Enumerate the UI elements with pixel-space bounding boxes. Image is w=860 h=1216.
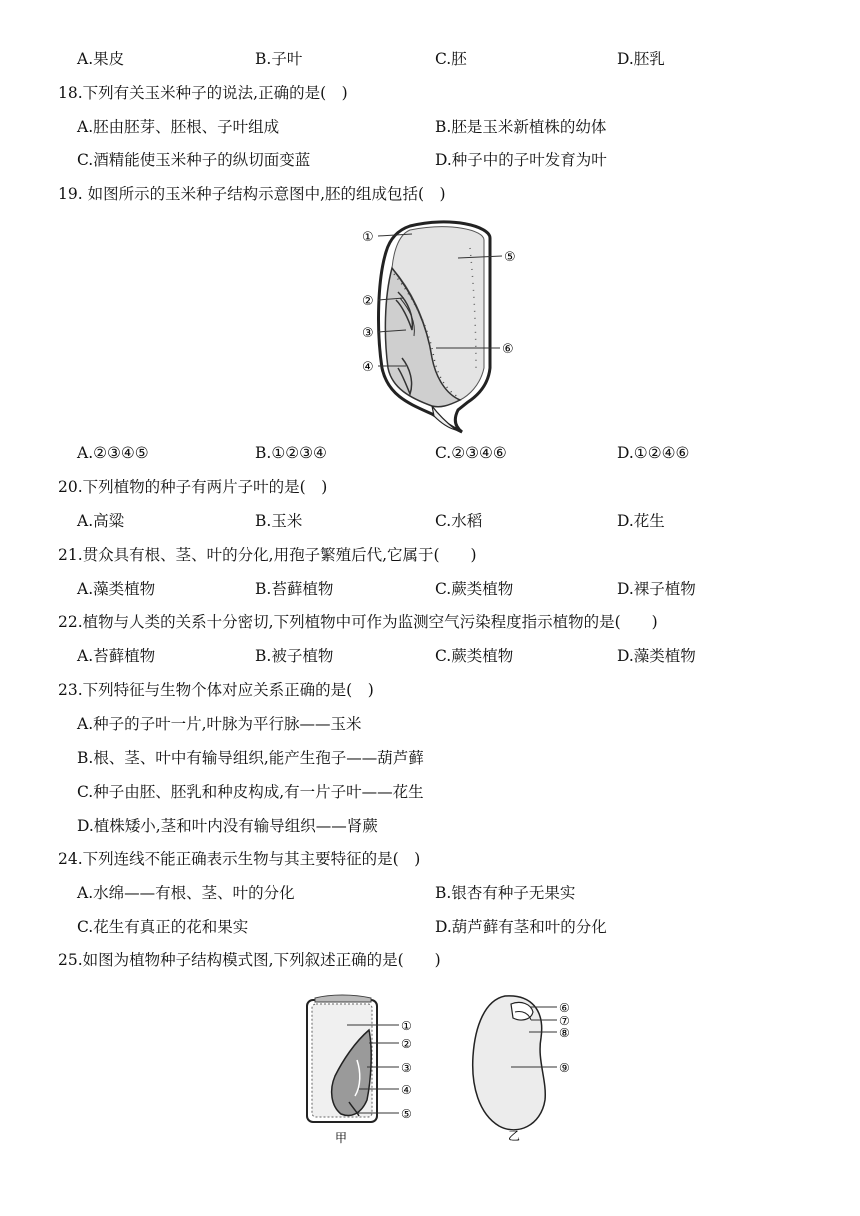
jia-label-3: ③ [401,1061,412,1075]
q18-option-c: C.酒精能使玉米种子的纵切面变蓝 [77,151,311,169]
jia-caption: 甲 [335,1131,348,1145]
jia-label-1: ① [401,1019,412,1033]
q19-option-a: A.②③④⑤ [77,444,149,462]
q24-stem: 24.下列连线不能正确表示生物与其主要特征的是( ) [58,850,421,868]
yi-label-7: ⑦ [559,1014,570,1028]
q25-stem: 25.如图为植物种子结构模式图,下列叙述正确的是( ) [58,951,441,969]
q17-option-b: B.子叶 [255,50,303,68]
corn-label-6: ⑥ [502,342,514,357]
jia-label-4: ④ [401,1083,412,1097]
q19-option-c: C.②③④⑥ [435,444,507,462]
q23-option-b: B.根、茎、叶中有输导组织,能产生孢子——葫芦藓 [77,749,424,767]
q22-option-d: D.藻类植物 [617,647,696,665]
jia-label-5: ⑤ [401,1107,412,1121]
q18-stem: 18.下列有关玉米种子的说法,正确的是( ) [58,84,348,102]
q18-option-b: B.胚是玉米新植株的幼体 [435,118,607,136]
q17-option-d: D.胚乳 [617,50,665,68]
q24-option-d: D.葫芦藓有茎和叶的分化 [435,918,607,936]
q22-option-a: A.苔藓植物 [77,647,156,665]
q18-option-a: A.胚由胚芽、胚根、子叶组成 [77,118,280,136]
yi-label-8: ⑧ [559,1026,570,1040]
seed-yi [473,996,570,1143]
seed-jia [307,995,412,1145]
corn-label-1: ① [362,230,374,245]
q18-option-d: D.种子中的子叶发育为叶 [435,151,607,169]
q21-option-b: B.苔藓植物 [255,580,334,598]
q22-option-b: B.被子植物 [255,647,334,665]
q20-option-d: D.花生 [617,512,665,530]
q24-option-c: C.花生有真正的花和果实 [77,918,249,936]
q17-option-c: C.胚 [435,50,467,68]
q20-stem: 20.下列植物的种子有两片子叶的是( ) [58,478,328,496]
q24-option-b: B.银杏有种子无果实 [435,884,576,902]
corn-seed-diagram [350,218,530,436]
q19-stem: 19. 如图所示的玉米种子结构示意图中,胚的组成包括( ) [58,185,446,203]
q22-stem: 22.植物与人类的关系十分密切,下列植物中可作为监测空气污染程度指示植物的是( ) [58,613,658,631]
q21-option-a: A.藻类植物 [77,580,156,598]
corn-label-4: ④ [362,360,374,375]
yi-caption: 乙 [508,1129,521,1143]
corn-label-2: ② [362,294,374,309]
q24-option-a: A.水绵——有根、茎、叶的分化 [77,884,295,902]
q20-option-c: C.水稻 [435,512,483,530]
q21-stem: 21.贯众具有根、茎、叶的分化,用孢子繁殖后代,它属于( ) [58,546,477,564]
q17-option-a: A.果皮 [77,50,125,68]
q23-option-a: A.种子的子叶一片,叶脉为平行脉——玉米 [77,715,362,733]
q20-option-b: B.玉米 [255,512,303,530]
q19-option-b: B.①②③④ [255,444,327,462]
q23-option-d: D.植株矮小,茎和叶内没有输导组织——肾蕨 [77,817,378,835]
q19-option-d: D.①②④⑥ [617,444,690,462]
q23-option-c: C.种子由胚、胚乳和种皮构成,有一片子叶——花生 [77,783,424,801]
q22-option-c: C.蕨类植物 [435,647,514,665]
corn-label-5: ⑤ [504,250,516,265]
q21-option-c: C.蕨类植物 [435,580,514,598]
corn-label-3: ③ [362,326,374,341]
q20-option-a: A.高粱 [77,512,125,530]
jia-label-2: ② [401,1037,412,1051]
seed-structure-diagram [295,990,585,1150]
yi-label-9: ⑨ [559,1061,570,1075]
yi-label-6: ⑥ [559,1001,570,1015]
q23-stem: 23.下列特征与生物个体对应关系正确的是( ) [58,681,374,699]
q21-option-d: D.裸子植物 [617,580,696,598]
